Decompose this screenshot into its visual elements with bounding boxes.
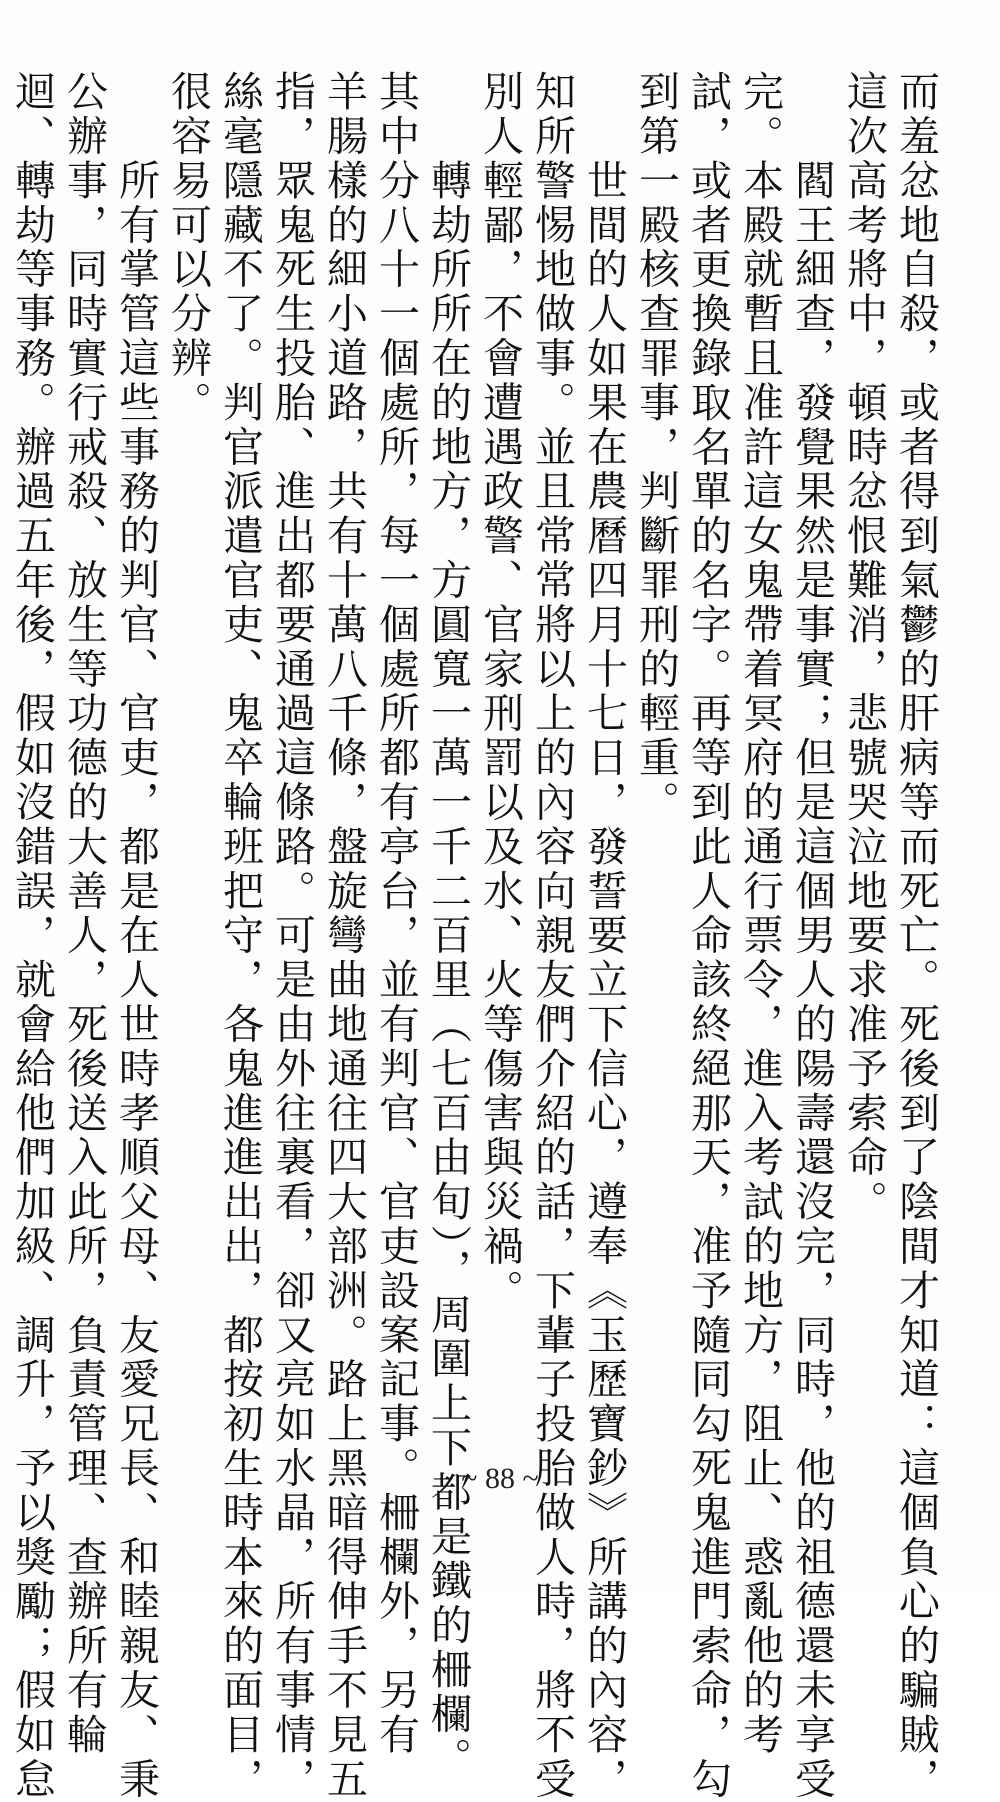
text-column: 到第一殿核查罪事，判斷罪刑的輕重。 <box>632 70 680 825</box>
text-column: 所有掌管這些事務的判官、官吏，都是在人世時孝順父母、友愛兄長、和睦親友、秉 <box>112 70 160 1802</box>
text-column: 而羞忿地自殺，或者得到氣鬱的肝病等而死亡。死後到了陰間才知道：這個負心的騙賊， <box>892 70 940 1802</box>
text-column: 這次高考將中，頓時忿恨難消，悲號哭泣地要求准予索命。 <box>840 70 888 1225</box>
text-column: 公辦事，同時實行戒殺、放生等功德的大善人，死後送入此所，負責管理、查辦所有輪 <box>60 70 108 1758</box>
text-column: 試，或者更換錄取名單的名字。再等到此人命該終絕那天，准予隨同勾死鬼進門索命，勾 <box>684 70 732 1802</box>
text-column: 完。本殿就暫且准許這女鬼帶着冥府的通行票令，進入考試的地方，阻止、惑亂他的考 <box>736 70 784 1758</box>
text-column: 其中分八十一個處所，每一個處所都有亭台，並有判官、官吏設案記事。柵欄外，另有 <box>372 70 420 1758</box>
text-column: 羊腸樣的細小道路，共有十萬八千條，盤旋彎曲地通往四大部洲。路上黑暗得伸手不見五 <box>320 70 368 1802</box>
text-column: 迴、轉劫等事務。辦過五年後，假如沒錯誤，就會給他們加級、調升，予以獎勵；假如怠 <box>8 70 56 1802</box>
page-number: ~ 88 ~ <box>461 1462 539 1495</box>
text-column: 很容易可以分辨。 <box>164 70 212 426</box>
text-column: 指，眾鬼死生投胎、進出都要通過這條路。可是由外往裏看，卻又亮如水晶，所有事情， <box>268 70 316 1802</box>
text-column: 閻王細查，發覺果然是事實；但是這個男人的陽壽還沒完，同時，他的祖德還未享受 <box>788 70 836 1802</box>
text-column: 知所警惕地做事。並且常常將以上的內容向親友們介紹的話，下輩子投胎做人時，將不受 <box>528 70 576 1802</box>
text-column: 轉劫所所在的地方，方圓寬一萬一千二百里（七百由旬），周圍上下都是鐵的柵欄。 <box>424 70 472 1782</box>
text-column: 別人輕鄙，不會遭遇政警、官家刑罰以及水、火等傷害與災禍。 <box>476 70 524 1314</box>
text-column: 絲毫隱藏不了。判官派遣官吏、鬼卒輪班把守，各鬼進進出出，都按初生時本來的面目， <box>216 70 264 1802</box>
text-column: 世間的人如果在農曆四月十七日，發誓要立下信心，遵奉《玉歷寶鈔》所講的內容， <box>580 70 628 1802</box>
